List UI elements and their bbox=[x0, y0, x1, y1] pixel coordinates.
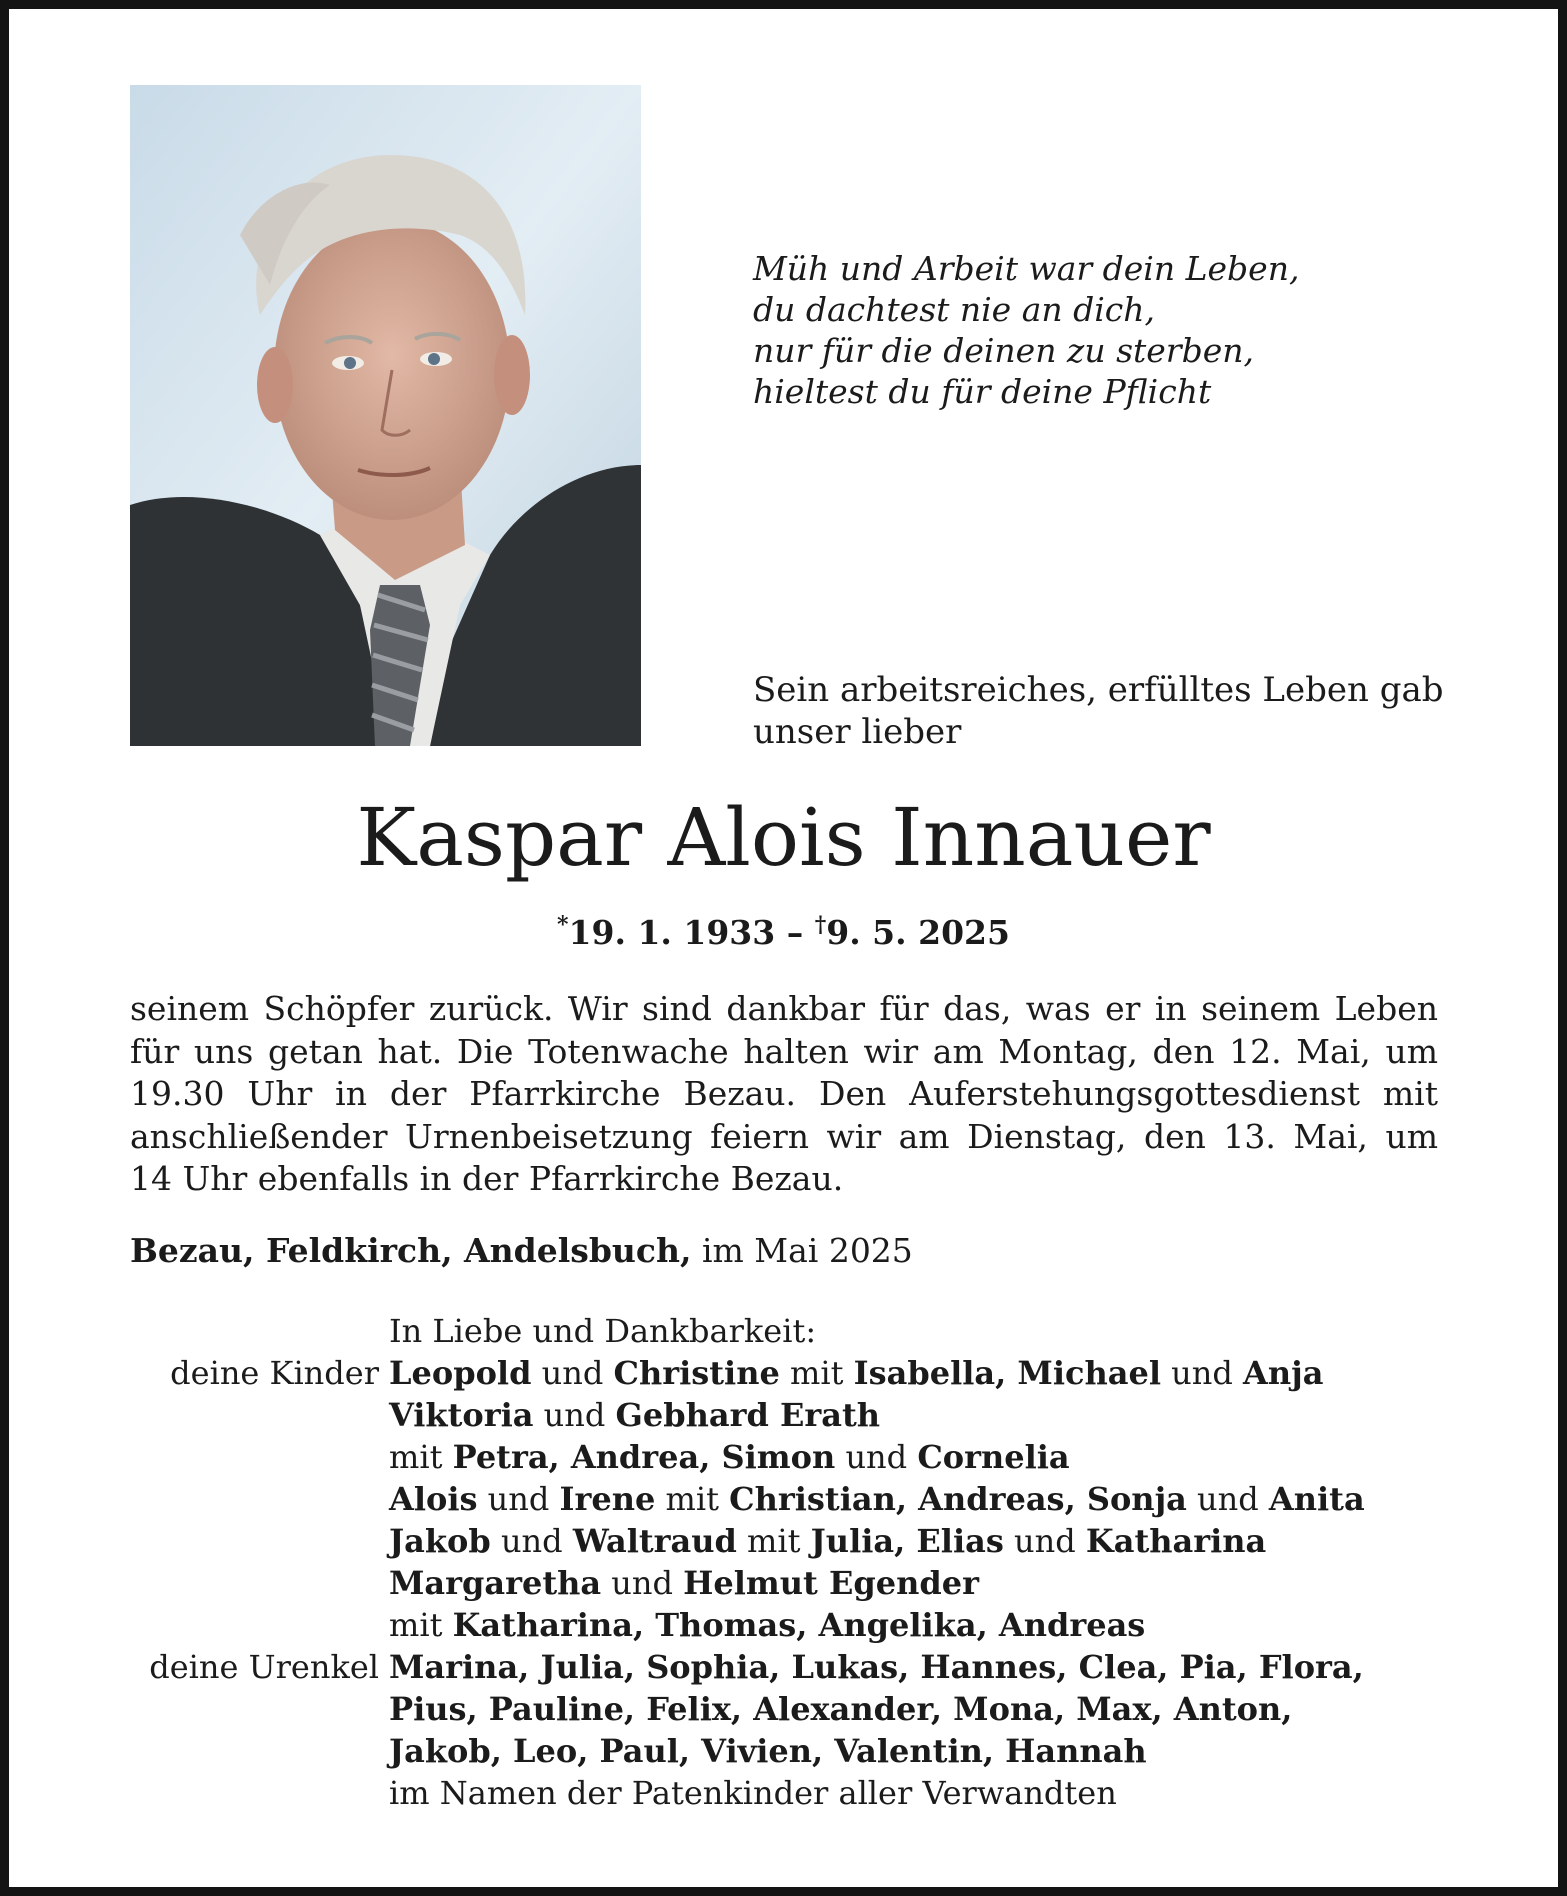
family-text: und bbox=[1186, 1480, 1269, 1518]
family-text: mit bbox=[779, 1354, 854, 1392]
family-name-bold: Christine bbox=[613, 1354, 780, 1392]
family-row bbox=[0, 1436, 1567, 1478]
intro-text: Sein arbeitsreiches, erfülltes Leben gab unser lieber bbox=[753, 670, 1444, 752]
family-row bbox=[0, 1604, 1567, 1646]
family-text: und bbox=[477, 1480, 560, 1518]
family-name-bold: Pius, Pauline, Felix, Alexander, Mona, Max, Anton, bbox=[389, 1690, 1293, 1728]
verse-line: hieltest du für deine Pflicht bbox=[753, 372, 1212, 411]
body-line: seinem Schöpfer zurück. Wir sind dankbar für das, was er in seinem Leben bbox=[130, 989, 1438, 1028]
death-date: 9. 5. 2025 bbox=[826, 913, 1010, 952]
family-text: mit bbox=[655, 1480, 730, 1518]
family-text: mit bbox=[736, 1522, 811, 1560]
family-name-bold: Jakob, Leo, Paul, Vivien, Valentin, Hannah bbox=[389, 1732, 1147, 1770]
death-symbol: † bbox=[814, 912, 827, 938]
verse bbox=[753, 248, 1473, 412]
notice-date: im Mai 2025 bbox=[691, 1231, 913, 1270]
family-text: und bbox=[1160, 1354, 1244, 1392]
verse-line: Müh und Arbeit war dein Leben, bbox=[753, 249, 1300, 288]
deceased-name: Kaspar Alois Innauer bbox=[356, 791, 1211, 884]
family-row bbox=[0, 1562, 1567, 1604]
body-text bbox=[130, 988, 1438, 1201]
family-row bbox=[0, 1394, 1567, 1436]
family-text: und bbox=[533, 1396, 616, 1434]
family-line bbox=[389, 1646, 1364, 1688]
family-text: und bbox=[1003, 1522, 1086, 1560]
family-name-bold: Irene bbox=[559, 1480, 656, 1518]
great-grandchildren-label: deine Urenkel bbox=[149, 1648, 379, 1686]
family-name-bold: Jakob bbox=[389, 1522, 491, 1560]
life-dates bbox=[0, 905, 1567, 953]
family-text: mit bbox=[389, 1606, 453, 1644]
family-heading: In Liebe und Dankbarkeit: bbox=[389, 1312, 817, 1350]
family-name-bold: Helmut Egender bbox=[683, 1564, 979, 1602]
verse-line: du dachtest nie an dich, bbox=[753, 290, 1156, 329]
places: Bezau, Feldkirch, Andelsbuch, bbox=[130, 1231, 692, 1270]
family-line bbox=[389, 1352, 1323, 1394]
family-line bbox=[389, 1688, 1292, 1730]
place-date bbox=[130, 1230, 913, 1272]
family-name-bold: Isabella, Michael bbox=[853, 1354, 1161, 1392]
family-name-bold: Katharina bbox=[1085, 1522, 1267, 1560]
family-name-bold: Marina, Julia, Sophia, Lukas, Hannes, Clea, Pia, Flora, bbox=[389, 1648, 1364, 1686]
family-line bbox=[389, 1394, 880, 1436]
family-text: und bbox=[601, 1564, 684, 1602]
birth-date: 19. 1. 1933 bbox=[568, 913, 776, 952]
family-name-bold: Petra, Andrea, Simon bbox=[452, 1438, 836, 1476]
body-line: für uns getan hat. Die Totenwache halten wir am Montag, den 12. Mai, um bbox=[130, 1031, 1438, 1071]
family-line bbox=[389, 1604, 1145, 1646]
family-name-bold: Alois bbox=[389, 1480, 478, 1518]
family-line bbox=[389, 1772, 1117, 1814]
family-row bbox=[0, 1646, 1567, 1688]
verse-line: nur für die deinen zu sterben, bbox=[753, 331, 1254, 370]
family-line bbox=[389, 1520, 1266, 1562]
family-name-bold: Waltraud bbox=[572, 1522, 737, 1560]
family-row bbox=[0, 1688, 1567, 1730]
date-separator: – bbox=[775, 913, 815, 952]
body-line: 19.30 Uhr in der Pfarrkirche Bezau. Den Auferstehungsgottesdienst mit bbox=[130, 1074, 1438, 1113]
family-row bbox=[0, 1730, 1567, 1772]
family-text: und bbox=[835, 1438, 918, 1476]
family-list bbox=[0, 1310, 1567, 1814]
family-name-bold: Margaretha bbox=[389, 1564, 602, 1602]
family-text: im Namen der Patenkinder aller Verwandten bbox=[389, 1774, 1117, 1812]
body-line: 14 Uhr ebenfalls in der Pfarrkirche Bezau. bbox=[130, 1159, 844, 1198]
family-name-bold: Katharina, Thomas, Angelika, Andreas bbox=[452, 1606, 1146, 1644]
birth-symbol: * bbox=[557, 912, 569, 938]
family-name-bold: Gebhard Erath bbox=[615, 1396, 880, 1434]
family-name-bold: Anita bbox=[1268, 1480, 1365, 1518]
body-line: anschließender Urnenbeisetzung feiern wir am Dienstag, den 13. Mai, um bbox=[130, 1116, 1438, 1156]
family-name-bold: Julia, Elias bbox=[810, 1522, 1004, 1560]
family-name-bold: Cornelia bbox=[917, 1438, 1070, 1476]
portrait-photo bbox=[130, 85, 641, 746]
family-heading-row bbox=[0, 1310, 1567, 1352]
children-label: deine Kinder bbox=[170, 1354, 379, 1392]
family-name-bold: Viktoria bbox=[389, 1396, 534, 1434]
family-name-bold: Christian, Andreas, Sonja bbox=[729, 1480, 1187, 1518]
family-line bbox=[389, 1562, 979, 1604]
family-row bbox=[0, 1520, 1567, 1562]
portrait-illustration bbox=[130, 85, 641, 746]
family-row bbox=[0, 1478, 1567, 1520]
family-line bbox=[389, 1478, 1365, 1520]
family-line bbox=[389, 1436, 1070, 1478]
family-text: und bbox=[490, 1522, 573, 1560]
family-name-bold: Leopold bbox=[389, 1354, 532, 1392]
family-row bbox=[0, 1352, 1567, 1394]
family-row bbox=[0, 1772, 1567, 1814]
family-name-bold: Anja bbox=[1243, 1354, 1324, 1392]
family-text: und bbox=[531, 1354, 614, 1392]
family-line bbox=[389, 1730, 1147, 1772]
family-text: mit bbox=[389, 1438, 453, 1476]
